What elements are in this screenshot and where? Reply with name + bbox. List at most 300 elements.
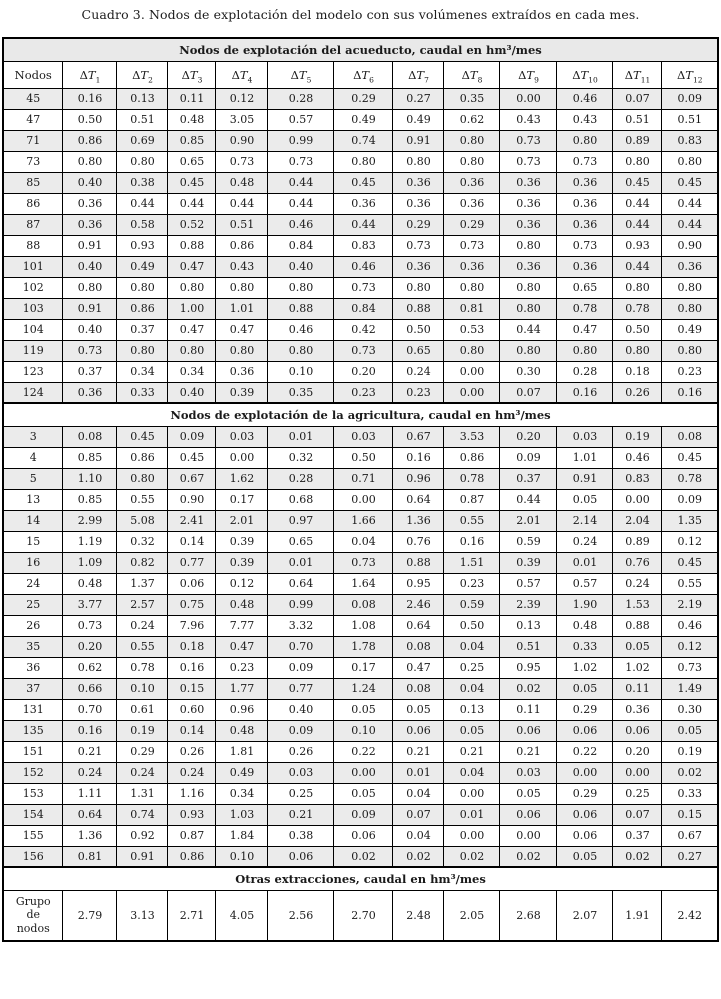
value-cell: 2.79 [63,890,117,941]
value-cell: 0.50 [444,615,500,636]
value-cell: 0.16 [63,88,117,109]
value-cell: 1.19 [63,531,117,552]
value-cell: 0.37 [117,319,168,340]
delta-symbol: Δ [231,67,240,82]
value-cell: 0.04 [444,678,500,699]
value-cell: 0.11 [168,88,216,109]
value-cell: 0.21 [268,804,334,825]
value-cell: 0.80 [444,277,500,298]
time-step-letter: T [580,67,589,82]
value-cell: 0.03 [557,426,613,447]
value-cell: 0.23 [444,573,500,594]
value-cell: 0.44 [500,489,557,510]
value-cell: 0.80 [557,340,613,361]
value-cell: 0.21 [393,741,444,762]
value-cell: 0.06 [557,720,613,741]
value-cell: 0.50 [334,447,393,468]
value-cell: 0.36 [500,256,557,277]
value-cell: 0.36 [444,256,500,277]
section-band-row [3,38,718,61]
value-cell: 0.19 [613,426,662,447]
value-cell: 0.45 [334,172,393,193]
value-cell: 0.00 [613,762,662,783]
value-cell: 0.21 [500,741,557,762]
value-cell: 0.11 [500,699,557,720]
value-cell: 1.78 [334,636,393,657]
value-cell: 0.24 [117,615,168,636]
value-cell: 1.66 [334,510,393,531]
delta-symbol: Δ [290,67,299,82]
time-step-letter: T [189,67,198,82]
table-row [3,573,718,594]
value-cell: 0.86 [63,130,117,151]
value-cell: 0.44 [268,193,334,214]
value-cell: 0.53 [444,319,500,340]
section-title: Otras extracciones, caudal en hm³/mes [3,867,718,890]
value-cell: 0.58 [117,214,168,235]
value-cell: 0.02 [334,846,393,867]
table-row [3,552,718,573]
value-cell: 0.81 [444,298,500,319]
value-cell: 0.80 [613,277,662,298]
value-cell: 0.45 [662,172,718,193]
value-cell: 0.36 [500,214,557,235]
value-cell: 0.12 [216,88,268,109]
value-cell: 0.36 [216,361,268,382]
value-cell: 0.34 [216,783,268,804]
value-cell: 0.40 [63,319,117,340]
value-cell: 1.02 [557,657,613,678]
table-row [3,151,718,172]
value-cell: 0.26 [268,741,334,762]
value-cell: 0.80 [168,340,216,361]
value-cell: 1.84 [216,825,268,846]
value-cell: 0.00 [216,447,268,468]
value-cell: 1.90 [557,594,613,615]
value-cell: 0.05 [613,636,662,657]
value-cell: 0.46 [557,88,613,109]
value-cell: 3.05 [216,109,268,130]
value-cell: 2.01 [216,510,268,531]
table-row [3,615,718,636]
value-cell: 0.02 [500,846,557,867]
value-cell: 0.86 [444,447,500,468]
table-row [3,804,718,825]
value-cell: 0.70 [63,699,117,720]
value-cell: 0.65 [168,151,216,172]
value-cell: 0.06 [613,720,662,741]
value-cell: 0.36 [393,256,444,277]
value-cell: 0.15 [662,804,718,825]
time-step-letter: T [239,67,248,82]
value-cell: 0.47 [216,636,268,657]
value-cell: 0.84 [334,298,393,319]
table-row [3,130,718,151]
value-cell: 0.29 [393,214,444,235]
time-step-index: 8 [477,74,483,84]
value-cell: 0.80 [393,277,444,298]
value-cell: 1.51 [444,552,500,573]
time-step-index: 10 [588,74,598,84]
value-cell: 0.85 [63,489,117,510]
value-cell: 0.01 [268,552,334,573]
value-cell: 0.06 [268,846,334,867]
value-cell: 2.68 [500,890,557,941]
node-id-cell: 45 [3,88,63,109]
value-cell: 0.80 [216,340,268,361]
value-cell: 0.62 [444,109,500,130]
value-cell: 0.93 [117,235,168,256]
value-cell: 0.80 [613,340,662,361]
node-id-cell: 101 [3,256,63,277]
value-cell: 0.04 [393,783,444,804]
value-cell: 1.77 [216,678,268,699]
value-cell: 0.71 [334,468,393,489]
value-cell: 0.40 [268,699,334,720]
value-cell: 0.17 [216,489,268,510]
value-cell: 0.80 [168,277,216,298]
column-header-dt4 [216,61,268,88]
time-step-letter: T [469,67,478,82]
value-cell: 0.16 [168,657,216,678]
value-cell: 0.16 [557,382,613,403]
value-cell: 0.38 [117,172,168,193]
value-cell: 0.51 [662,109,718,130]
value-cell: 0.48 [557,615,613,636]
value-cell: 2.05 [444,890,500,941]
node-id-cell: 87 [3,214,63,235]
exploitation-table [2,37,719,942]
value-cell: 0.77 [268,678,334,699]
value-cell: 0.44 [117,193,168,214]
value-cell: 0.85 [168,130,216,151]
value-cell: 0.73 [500,130,557,151]
value-cell: 0.73 [268,151,334,172]
value-cell: 0.80 [444,340,500,361]
value-cell: 0.75 [168,594,216,615]
value-cell: 0.64 [393,489,444,510]
value-cell: 0.05 [444,720,500,741]
value-cell: 2.41 [168,510,216,531]
value-cell: 0.36 [500,193,557,214]
value-cell: 0.80 [613,151,662,172]
value-cell: 0.80 [268,277,334,298]
value-cell: 0.51 [117,109,168,130]
column-header-dt5 [268,61,334,88]
value-cell: 1.02 [613,657,662,678]
node-id-cell: 103 [3,298,63,319]
value-cell: 0.80 [117,151,168,172]
section-band-row [3,403,718,426]
value-cell: 0.69 [117,130,168,151]
value-cell: 0.32 [117,531,168,552]
value-cell: 0.50 [63,109,117,130]
value-cell: 0.65 [268,531,334,552]
value-cell: 0.00 [500,88,557,109]
value-cell: 0.43 [216,256,268,277]
value-cell: 0.57 [268,109,334,130]
value-cell: 0.43 [500,109,557,130]
value-cell: 0.01 [557,552,613,573]
table-row [3,319,718,340]
value-cell: 0.04 [334,531,393,552]
value-cell: 0.07 [613,88,662,109]
value-cell: 3.32 [268,615,334,636]
value-cell: 0.49 [393,109,444,130]
value-cell: 0.08 [393,678,444,699]
value-cell: 0.05 [334,783,393,804]
column-header-dt8 [444,61,500,88]
node-id-cell: 26 [3,615,63,636]
value-cell: 0.64 [63,804,117,825]
value-cell: 0.14 [168,720,216,741]
value-cell: 0.47 [393,657,444,678]
value-cell: 0.24 [393,361,444,382]
value-cell: 1.01 [216,298,268,319]
value-cell: 0.00 [444,825,500,846]
node-id-cell: 37 [3,678,63,699]
value-cell: 3.13 [117,890,168,941]
node-id-cell: 154 [3,804,63,825]
table-row [3,298,718,319]
table-row [3,825,718,846]
delta-symbol: Δ [518,67,527,82]
value-cell: 0.83 [662,130,718,151]
value-cell: 0.80 [500,235,557,256]
delta-symbol: Δ [408,67,417,82]
value-cell: 0.80 [63,277,117,298]
value-cell: 0.61 [117,699,168,720]
value-cell: 0.29 [557,699,613,720]
value-cell: 3.77 [63,594,117,615]
value-cell: 0.43 [557,109,613,130]
value-cell: 0.11 [613,678,662,699]
value-cell: 0.73 [216,151,268,172]
section-title: Nodos de explotación del acueducto, caudal en hm³/mes [3,38,718,61]
column-header-dt11 [613,61,662,88]
value-cell: 0.19 [117,720,168,741]
value-cell: 0.80 [334,151,393,172]
delta-symbol: Δ [676,67,686,82]
node-id-cell: 71 [3,130,63,151]
value-cell: 1.16 [168,783,216,804]
value-cell: 0.44 [500,319,557,340]
table-row [3,636,718,657]
value-cell: 5.08 [117,510,168,531]
value-cell: 0.91 [393,130,444,151]
value-cell: 0.48 [216,172,268,193]
table-row [3,594,718,615]
value-cell: 0.36 [444,193,500,214]
delta-symbol: Δ [181,67,190,82]
value-cell: 0.44 [334,214,393,235]
table-row [3,510,718,531]
value-cell: 0.62 [63,657,117,678]
value-cell: 0.39 [216,552,268,573]
node-id-cell: 73 [3,151,63,172]
value-cell: 0.25 [268,783,334,804]
table-row [3,447,718,468]
value-cell: 0.22 [557,741,613,762]
value-cell: 0.46 [613,447,662,468]
value-cell: 0.87 [168,825,216,846]
value-cell: 0.07 [613,804,662,825]
value-cell: 0.36 [334,193,393,214]
value-cell: 0.55 [444,510,500,531]
value-cell: 0.23 [662,361,718,382]
column-header-nodos: Nodos [3,61,63,88]
value-cell: 0.44 [168,193,216,214]
column-header-dt6 [334,61,393,88]
value-cell: 0.59 [500,531,557,552]
table-row [3,193,718,214]
value-cell: 0.95 [500,657,557,678]
value-cell: 0.40 [268,256,334,277]
column-header-dt3 [168,61,216,88]
value-cell: 0.36 [500,172,557,193]
value-cell: 0.66 [63,678,117,699]
node-id-cell: 35 [3,636,63,657]
value-cell: 1.36 [63,825,117,846]
value-cell: 1.37 [117,573,168,594]
value-cell: 0.67 [662,825,718,846]
value-cell: 0.52 [168,214,216,235]
value-cell: 0.73 [662,657,718,678]
value-cell: 0.33 [117,382,168,403]
value-cell: 7.77 [216,615,268,636]
value-cell: 0.36 [393,172,444,193]
value-cell: 0.67 [168,468,216,489]
node-id-cell: 152 [3,762,63,783]
value-cell: 0.73 [557,235,613,256]
table-row [3,256,718,277]
node-id-cell: 104 [3,319,63,340]
value-cell: 0.76 [393,531,444,552]
value-cell: 0.90 [216,130,268,151]
value-cell: 0.78 [117,657,168,678]
table-row [3,426,718,447]
time-step-letter: T [633,67,641,82]
value-cell: 0.64 [393,615,444,636]
value-cell: 0.82 [117,552,168,573]
value-cell: 4.05 [216,890,268,941]
value-cell: 0.80 [662,340,718,361]
value-cell: 0.19 [662,741,718,762]
value-cell: 0.39 [500,552,557,573]
value-cell: 0.80 [117,340,168,361]
table-row [3,340,718,361]
time-step-letter: T [298,67,307,82]
value-cell: 0.80 [268,340,334,361]
value-cell: 0.06 [334,825,393,846]
value-cell: 0.49 [334,109,393,130]
node-id-cell: 156 [3,846,63,867]
value-cell: 2.39 [500,594,557,615]
value-cell: 0.47 [168,256,216,277]
value-cell: 0.34 [168,361,216,382]
value-cell: 0.09 [500,447,557,468]
value-cell: 0.48 [63,573,117,594]
node-id-cell: 3 [3,426,63,447]
column-header-dt9 [500,61,557,88]
value-cell: 0.36 [557,193,613,214]
value-cell: 0.89 [613,130,662,151]
value-cell: 0.73 [63,615,117,636]
value-cell: 0.15 [168,678,216,699]
value-cell: 0.29 [557,783,613,804]
value-cell: 0.26 [168,741,216,762]
time-step-index: 6 [369,74,374,84]
time-step-index: 3 [197,74,203,84]
value-cell: 0.80 [500,298,557,319]
value-cell: 0.36 [662,256,718,277]
value-cell: 0.05 [557,678,613,699]
value-cell: 0.60 [168,699,216,720]
value-cell: 0.73 [334,277,393,298]
value-cell: 0.50 [393,319,444,340]
value-cell: 0.97 [268,510,334,531]
value-cell: 1.53 [613,594,662,615]
value-cell: 0.10 [334,720,393,741]
delta-symbol: Δ [572,67,581,82]
value-cell: 0.28 [268,468,334,489]
value-cell: 0.05 [500,783,557,804]
value-cell: 0.93 [168,804,216,825]
value-cell: 1.31 [117,783,168,804]
value-cell: 0.23 [334,382,393,403]
value-cell: 0.27 [393,88,444,109]
table-row [3,741,718,762]
value-cell: 0.73 [557,151,613,172]
value-cell: 0.80 [662,298,718,319]
value-cell: 1.08 [334,615,393,636]
table-row [3,846,718,867]
value-cell: 0.48 [216,720,268,741]
value-cell: 1.64 [334,573,393,594]
value-cell: 0.24 [557,531,613,552]
value-cell: 0.30 [500,361,557,382]
value-cell: 0.12 [662,636,718,657]
column-header-row [3,61,718,88]
node-id-cell: 15 [3,531,63,552]
table-row [3,531,718,552]
node-id-cell: 36 [3,657,63,678]
value-cell: 0.25 [613,783,662,804]
value-cell: 0.45 [662,552,718,573]
value-cell: 0.91 [557,468,613,489]
table-caption: Cuadro 3. Nodos de explotación del modelo con sus volúmenes extraídos en cada mes. [81,7,640,22]
value-cell: 0.10 [117,678,168,699]
value-cell: 0.06 [500,804,557,825]
value-cell: 0.29 [117,741,168,762]
table-row [3,214,718,235]
value-cell: 0.44 [662,214,718,235]
node-id-cell: 16 [3,552,63,573]
delta-symbol: Δ [353,67,362,82]
value-cell: 0.91 [117,846,168,867]
value-cell: 0.45 [168,447,216,468]
value-cell: 0.86 [117,447,168,468]
value-cell: 0.55 [117,636,168,657]
value-cell: 0.06 [168,573,216,594]
column-header-dt7 [393,61,444,88]
value-cell: 0.73 [393,235,444,256]
value-cell: 0.36 [63,193,117,214]
node-id-cell: 24 [3,573,63,594]
value-cell: 0.80 [444,130,500,151]
value-cell: 0.90 [662,235,718,256]
value-cell: 0.12 [216,573,268,594]
